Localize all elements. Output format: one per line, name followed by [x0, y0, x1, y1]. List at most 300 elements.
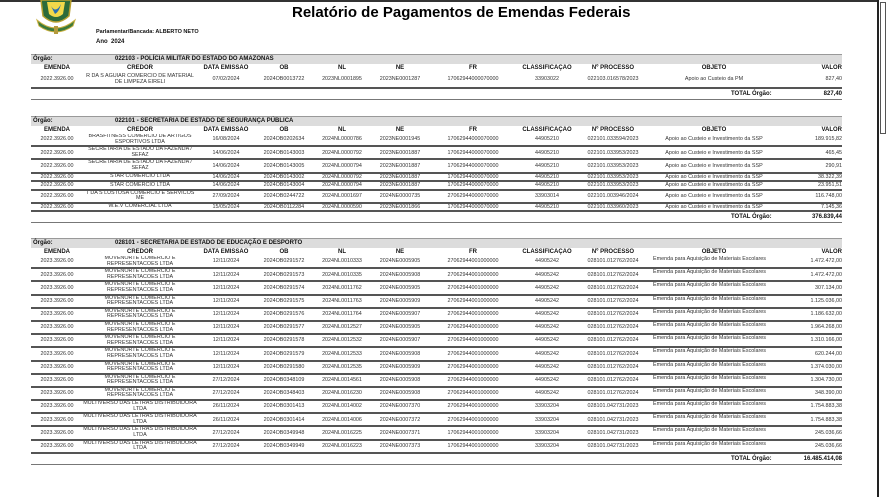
column-header: VALOR [821, 65, 842, 71]
table-cell: 2024OB0291577 [255, 321, 313, 334]
table-cell: 23.951,51 [779, 181, 842, 190]
table-cell: 2024OB0349949 [255, 440, 313, 453]
table-cell: 2023.3926.00 [31, 321, 83, 334]
column-header: CREDOR [126, 127, 153, 133]
table-cell: 44905210 [517, 159, 577, 172]
table-cell: 2024NL0012535 [313, 361, 371, 374]
table-cell: 2024NL0016223 [313, 440, 371, 453]
table-cell: 348.390,00 [779, 387, 842, 400]
table-cell: 27062944001000000 [429, 334, 517, 347]
table-cell: 27062944001000000 [429, 361, 517, 374]
table-cell: 028101.042731/2023 [577, 440, 649, 453]
orgao-label: Órgão: [33, 240, 53, 246]
table-cell: 2024NE0007371 [371, 426, 429, 439]
table-cell: 27/12/2024 [197, 387, 255, 400]
table-cell: 2024NL0016230 [313, 387, 371, 400]
orgao-total-row [31, 454, 842, 465]
orgao-header [31, 116, 842, 126]
ano-label: Ano [96, 39, 108, 45]
table-cell: 27/09/2024 [197, 190, 255, 203]
table-cell: 17062944000070000 [429, 72, 517, 88]
table-cell: 2022.3926.00 [31, 146, 83, 159]
table-cell: 1.964.268,00 [779, 321, 842, 334]
table-cell: MOVENORTE COMERCIO E REPRESENTACOES LTDA [83, 281, 197, 294]
table-cell: MOVENORTE COMERCIO E REPRESENTACOES LTDA [83, 387, 197, 400]
column-header: EMENDA [43, 127, 70, 133]
table-row [31, 334, 842, 347]
table-cell: 2023NE0001287 [371, 72, 429, 88]
table-cell: 1.186.632,00 [779, 308, 842, 321]
table-row [31, 190, 842, 203]
table-cell: STAR COMERCIO LTDA [83, 181, 197, 190]
table-cell: MULTIVERSO DAS LETRAS DISTRIBUIDORA LTDA [83, 413, 197, 425]
table-cell: 2024OB0301413 [255, 400, 313, 413]
table-row [31, 256, 842, 268]
table-cell: 17062944000070000 [429, 203, 517, 212]
orgao-section [31, 116, 842, 223]
table-cell: 2024NL0011762 [313, 281, 371, 294]
table-cell: 27062944001000000 [429, 281, 517, 294]
table-cell: 028101.012762/2024 [577, 295, 649, 308]
table-cell: 2023.3926.00 [31, 268, 83, 281]
table-cell: 44905242 [517, 295, 577, 308]
table-cell: MOVENORTE COMERCIO E REPRESENTACOES LTDA [83, 347, 197, 360]
table-cell: 028101.012762/2024 [577, 387, 649, 400]
table-cell: 27062944001000000 [429, 387, 517, 400]
table-cell: 14/06/2024 [197, 159, 255, 172]
table-cell: 27062944001000000 [429, 374, 517, 387]
table-cell: 14/06/2024 [197, 181, 255, 190]
column-header: Nº PROCESSO [591, 249, 635, 255]
table-row [31, 361, 842, 374]
table-cell: Apoio ao Custeio e Investimento da SSP [649, 173, 779, 182]
table-cell: 33903204 [517, 440, 577, 453]
table-cell: 2022.3926.00 [31, 173, 83, 182]
table-cell: 245.036,66 [779, 426, 842, 439]
table-cell: 15/05/2024 [197, 203, 255, 212]
table-cell: 2024OB0349948 [255, 426, 313, 439]
table-row [31, 426, 842, 439]
table-cell: 12/11/2024 [197, 268, 255, 281]
column-header: CREDOR [126, 249, 153, 255]
table-row [31, 134, 842, 146]
table-cell: 2024OB0291578 [255, 334, 313, 347]
orgao-total-row [31, 89, 842, 100]
table-cell: 12/11/2024 [197, 281, 255, 294]
table-cell: 2023NL0001895 [313, 72, 371, 88]
table-cell: Emenda para Aquisição de Materiais Escolares [649, 256, 779, 268]
table-cell: MOVENORTE COMERCIO E REPRESENTACOES LTDA [83, 295, 197, 308]
table-cell: 44905242 [517, 387, 577, 400]
table-cell: 2023.3926.00 [31, 308, 83, 321]
table-cell: 17062944000070000 [429, 173, 517, 182]
table-cell: 1.374.030,00 [779, 361, 842, 374]
table-cell: 44905242 [517, 334, 577, 347]
table-cell: 022101.033953/2023 [577, 146, 649, 159]
table-cell: 2024NE0000735 [371, 190, 429, 203]
table-cell: Apoio ao Custeio e Investimento da SSP [649, 190, 779, 203]
table-cell: 2024OB0291580 [255, 361, 313, 374]
table-cell: 07/02/2024 [197, 72, 255, 88]
table-cell: 12/11/2024 [197, 361, 255, 374]
table-cell: 028101.042731/2023 [577, 426, 649, 439]
table-cell: 33903022 [517, 72, 577, 88]
table-cell: Emenda para Aquisição de Materiais Escolares [649, 374, 779, 387]
table-cell: 2024OB0143005 [255, 159, 313, 172]
column-header: NE [395, 65, 405, 71]
table-cell: 2023NE0001887 [371, 181, 429, 190]
table-header-row [31, 64, 842, 72]
table-cell: 028101.012762/2024 [577, 321, 649, 334]
column-header: NE [395, 127, 405, 133]
table-cell: MOVENORTE COMERCIO E REPRESENTACOES LTDA [83, 321, 197, 334]
table-cell: Emenda para Aquisição de Materiais Escolares [649, 295, 779, 308]
table-cell: 2023NE0001887 [371, 159, 429, 172]
table-cell: Emenda para Aquisição de Materiais Escolares [649, 321, 779, 334]
table-row [31, 308, 842, 321]
table-row [31, 146, 842, 159]
table-cell: 17062944000070000 [429, 134, 517, 146]
column-header: OB [279, 249, 289, 255]
orgao-label: Órgão: [33, 56, 53, 62]
table-cell: 2024NE0005909 [371, 295, 429, 308]
amazonas-coat-of-arms-icon [33, 0, 79, 34]
table-cell: 44905242 [517, 256, 577, 268]
report-title: Relatório de Pagamentos de Emendas Federais [292, 4, 631, 21]
table-cell: 1.754.883,38 [779, 413, 842, 426]
table-cell: W.E.V COMERCIAL LTDA [83, 203, 197, 212]
table-cell: 12/11/2024 [197, 256, 255, 268]
table-cell: 2024NE0005908 [371, 268, 429, 281]
table-cell: MOVENORTE COMERCIO E REPRESENTACOES LTDA [83, 268, 197, 281]
column-header: VALOR [821, 249, 842, 255]
column-header: OBJETO [701, 127, 727, 133]
column-header: FR [469, 127, 477, 133]
table-cell: 44905242 [517, 361, 577, 374]
table-cell: MOVENORTE COMERCIO E REPRESENTACOES LTDA [83, 334, 197, 347]
orgao-label: Órgão: [33, 118, 53, 124]
parlamentar-label: Parlamentar/Bancada: [96, 29, 155, 35]
table-row [31, 387, 842, 400]
table-cell: 7.145,36 [779, 203, 842, 212]
table-cell: 2024NL0012533 [313, 347, 371, 360]
column-header: EMENDA [43, 249, 70, 255]
parlamentar-name: ALBERTO NETO [155, 29, 199, 35]
table-cell: 2024NE0007370 [371, 400, 429, 413]
table-cell: 022101.033594/2023 [577, 134, 649, 146]
table-cell: 2024NL0014002 [313, 400, 371, 413]
column-header: OB [279, 65, 289, 71]
table-cell: Emenda para Aquisição de Materiais Escolares [649, 347, 779, 360]
table-cell: 2024NL0001697 [313, 190, 371, 203]
table-cell: 2024OB0143003 [255, 146, 313, 159]
table-cell: MOVENORTE COMERCIO E REPRESENTACOES LTDA [83, 256, 197, 268]
table-row [31, 374, 842, 387]
table-cell: 2024NE0007372 [371, 413, 429, 426]
table-cell: 2024OB0291575 [255, 295, 313, 308]
table-cell: 1.754.883,38 [779, 400, 842, 413]
table-cell: 2023.3926.00 [31, 295, 83, 308]
table-cell: 17062944001000000 [429, 440, 517, 453]
table-cell: Emenda para Aquisição de Materiais Escolares [649, 308, 779, 321]
table-cell: 44905242 [517, 268, 577, 281]
column-header: VALOR [821, 127, 842, 133]
table-cell: Apoio ao Custeio da PM [649, 72, 779, 88]
orgao-section [31, 54, 842, 100]
table-cell: 2024OB0291576 [255, 308, 313, 321]
table-cell: 2024NE0005908 [371, 387, 429, 400]
table-cell: MULTIVERSO DAS LETRAS DISTRIBUIDORA LTDA [83, 400, 197, 412]
viewer-top-border [0, 0, 886, 2]
table-cell: 27062944001000000 [429, 268, 517, 281]
table-cell: 2024OB0244722 [255, 190, 313, 203]
table-cell: 2024NL0000792 [313, 173, 371, 182]
table-cell: 33903204 [517, 413, 577, 426]
table-cell: 2024NE0005909 [371, 361, 429, 374]
table-cell: 27062944000070000 [429, 190, 517, 203]
table-cell: 1.472.472,00 [779, 268, 842, 281]
column-header: CLASSIFICAÇÃO [522, 127, 572, 133]
table-cell: Apoio ao Custeio e Investimento da SSP [649, 134, 779, 146]
table-cell: 2023.3926.00 [31, 334, 83, 347]
orgao-name: 028101 - SECRETARIA DE ESTADO DE EDUCAÇÃO E DESPORTO [115, 240, 303, 246]
table-cell: 2024OB0202634 [255, 134, 313, 146]
table-cell: Emenda para Aquisição de Materiais Escolares [649, 268, 779, 281]
table-cell: 44905242 [517, 321, 577, 334]
table-cell: 028101.012762/2024 [577, 281, 649, 294]
table-cell: 2023NE0001945 [371, 134, 429, 146]
table-cell: SECRETARIA DE ESTADO DA FAZENDA / SEFAZ [83, 159, 197, 172]
table-cell: Emenda para Aquisição de Materiais Escolares [649, 413, 779, 426]
table-cell: 2024NE0005908 [371, 374, 429, 387]
table-cell: 2024NE0005908 [371, 347, 429, 360]
column-header: CLASSIFICAÇÃO [522, 249, 572, 255]
table-cell: Emenda para Aquisição de Materiais Escolares [649, 440, 779, 453]
table-row [31, 281, 842, 294]
table-cell: 2022.3926.00 [31, 134, 83, 146]
table-cell: 028101.012762/2024 [577, 268, 649, 281]
table-cell: 2024NL0014006 [313, 413, 371, 426]
table-cell: T DA S LUSTOSA COMERCIO E SERVICOS ME [83, 190, 197, 203]
table-cell: Emenda para Aquisição de Materiais Escolares [649, 400, 779, 413]
table-cell: 2024OB0291579 [255, 347, 313, 360]
table-cell: 38.322,39 [779, 173, 842, 182]
table-cell: 028101.012762/2024 [577, 361, 649, 374]
table-cell: 27/12/2024 [197, 440, 255, 453]
table-cell: R DA S AGUIAR COMERCIO DE MATERIAL DE LIMPEZA EIRELI [83, 72, 197, 88]
table-cell: 1.304.730,00 [779, 374, 842, 387]
table-cell: 17062944000070000 [429, 146, 517, 159]
table-cell: Emenda para Aquisição de Materiais Escolares [649, 334, 779, 347]
table-cell: 12/11/2024 [197, 334, 255, 347]
table-row [31, 295, 842, 308]
table-cell: 2024NL0012532 [313, 334, 371, 347]
column-header: OB [279, 127, 289, 133]
table-cell: 022101.033953/2023 [577, 173, 649, 182]
table-cell: 27062944001000000 [429, 400, 517, 413]
table-cell: 44905210 [517, 146, 577, 159]
table-cell: 2022.3926.00 [31, 72, 83, 88]
table-cell: MOVENORTE COMERCIO E REPRESENTACOES LTDA [83, 308, 197, 321]
table-cell: 2024NE0007373 [371, 440, 429, 453]
table-row [31, 268, 842, 281]
table-cell: 028101.012762/2024 [577, 347, 649, 360]
vertical-scrollbar[interactable] [877, 0, 886, 497]
table-row [31, 321, 842, 334]
table-cell: 2023.3926.00 [31, 361, 83, 374]
table-cell: 290,91 [779, 159, 842, 172]
ano-line [96, 39, 124, 45]
column-header: CLASSIFICAÇÃO [522, 65, 572, 71]
table-cell: 028101.012762/2024 [577, 308, 649, 321]
table-cell: 465,45 [779, 146, 842, 159]
table-cell: 116.748,00 [779, 190, 842, 203]
table-cell: 44905242 [517, 374, 577, 387]
table-row [31, 173, 842, 182]
table-cell: 27062944001000000 [429, 347, 517, 360]
table-cell: 2023.3926.00 [31, 374, 83, 387]
table-cell: 028101.012762/2024 [577, 374, 649, 387]
table-cell: 2024OB0143004 [255, 181, 313, 190]
column-header: OBJETO [701, 249, 727, 255]
total-value: 16.485.414,08 [803, 455, 842, 462]
column-header: DATA EMISSÃO [203, 249, 249, 255]
table-cell: 2024OB0291573 [255, 268, 313, 281]
table-cell: 022101.033953/2023 [577, 159, 649, 172]
table-cell: 17062944000070000 [429, 159, 517, 172]
table-cell: 27062944001000000 [429, 256, 517, 268]
table-cell: Emenda para Aquisição de Materiais Escolares [649, 281, 779, 294]
table-cell: 44905210 [517, 203, 577, 212]
table-cell: 2022.3926.00 [31, 181, 83, 190]
table-cell: 827,40 [779, 72, 842, 88]
table-cell: Apoio ao Custeio e Investimento da SSP [649, 203, 779, 212]
table-cell: 2023.3926.00 [31, 413, 83, 426]
table-row [31, 413, 842, 426]
table-cell: 2023.3926.00 [31, 387, 83, 400]
table-cell: 27/12/2024 [197, 426, 255, 439]
table-cell: 2024NL0010335 [313, 268, 371, 281]
table-cell: 2022.3926.00 [31, 203, 83, 212]
table-cell: 028101.042731/2023 [577, 400, 649, 413]
table-cell: 2024OB0112284 [255, 203, 313, 212]
table-cell: 14/06/2024 [197, 173, 255, 182]
parlamentar-line [96, 29, 199, 35]
table-cell: 022101.033960/2023 [577, 203, 649, 212]
table-cell: Emenda para Aquisição de Materiais Escolares [649, 426, 779, 439]
table-cell: 2022.3926.00 [31, 190, 83, 203]
table-cell: Emenda para Aquisição de Materiais Escolares [649, 361, 779, 374]
table-cell: 2023.3926.00 [31, 347, 83, 360]
column-header: EMENDA [43, 65, 70, 71]
table-cell: Apoio ao Custeio e Investimento da SSP [649, 181, 779, 190]
table-row [31, 159, 842, 172]
table-header-row [31, 126, 842, 134]
table-row [31, 72, 842, 88]
column-header: NL [338, 249, 346, 255]
table-cell: 1.472.472,00 [779, 256, 842, 268]
table-cell: 17062944001000000 [429, 426, 517, 439]
table-cell: 14/06/2024 [197, 146, 255, 159]
column-header: NE [395, 249, 405, 255]
table-cell: 26/11/2024 [197, 400, 255, 413]
table-row [31, 440, 842, 453]
table-cell: 2023.3926.00 [31, 400, 83, 413]
table-cell: 2024NL0014561 [313, 374, 371, 387]
table-row [31, 181, 842, 190]
table-cell: STAR COMERCIO LTDA [83, 173, 197, 182]
table-cell: 27062944001000000 [429, 308, 517, 321]
table-cell: 27062944001000000 [429, 295, 517, 308]
payments-table [31, 248, 842, 454]
table-cell: 245.036,66 [779, 440, 842, 453]
table-cell: 620.244,00 [779, 347, 842, 360]
table-cell: MULTIVERSO DAS LETRAS DISTRIBUIDORA LTDA [83, 426, 197, 439]
table-cell: 2024OB0013722 [255, 72, 313, 88]
table-cell: 2024NL0011764 [313, 308, 371, 321]
table-cell: 33903014 [517, 190, 577, 203]
table-cell: 2024NE0005905 [371, 321, 429, 334]
table-cell: 2024NE0005905 [371, 281, 429, 294]
table-cell: 022103.016578/2023 [577, 72, 649, 88]
table-cell: 022101.033953/2023 [577, 181, 649, 190]
table-cell: 2024NL0012527 [313, 321, 371, 334]
table-cell: MULTIVERSO DAS LETRAS DISTRIBUIDORA LTDA [83, 439, 197, 452]
column-header: DATA EMISSÃO [203, 65, 249, 71]
payments-table [31, 126, 842, 212]
table-cell: 2024OB0291574 [255, 281, 313, 294]
table-cell: 2024NL0000794 [313, 159, 371, 172]
table-cell: 028101.042731/2023 [577, 413, 649, 426]
table-cell: 12/11/2024 [197, 347, 255, 360]
table-cell: 12/11/2024 [197, 308, 255, 321]
column-header: NL [338, 65, 346, 71]
table-cell: 2024NL0000792 [313, 146, 371, 159]
table-cell: 2024OB0348109 [255, 374, 313, 387]
table-row [31, 400, 842, 413]
table-cell: 028101.012762/2024 [577, 256, 649, 268]
table-cell: 27062944001000000 [429, 413, 517, 426]
table-cell: 2023.3926.00 [31, 426, 83, 439]
table-row [31, 347, 842, 360]
table-cell: 12/11/2024 [197, 295, 255, 308]
orgao-section [31, 238, 842, 465]
table-cell: 16/08/2024 [197, 134, 255, 146]
table-cell: 44905242 [517, 308, 577, 321]
table-cell: 2024OB0301414 [255, 413, 313, 426]
table-cell: 022101.003946/2024 [577, 190, 649, 203]
ano-value: 2024 [111, 39, 125, 45]
total-label: TOTAL Órgão: [731, 214, 772, 221]
table-cell: 33903204 [517, 426, 577, 439]
table-cell: SECRETARIA DE ESTADO DA FAZENDA / SEFAZ [83, 146, 197, 159]
total-label: TOTAL Órgão: [731, 455, 772, 462]
table-cell: 1.310.166,00 [779, 334, 842, 347]
table-cell: 2022.3926.00 [31, 159, 83, 172]
column-header: Nº PROCESSO [591, 65, 635, 71]
table-cell: 44905242 [517, 281, 577, 294]
table-cell: 2023.3926.00 [31, 440, 83, 453]
table-cell: 2023NE0001866 [371, 203, 429, 212]
table-cell: 2023.3926.00 [31, 281, 83, 294]
table-cell: 27062944001000000 [429, 321, 517, 334]
table-cell: 26/11/2024 [197, 413, 255, 426]
scrollbar-thumb[interactable] [880, 2, 886, 134]
table-cell: 2024NL0016225 [313, 426, 371, 439]
table-cell: 44905210 [517, 134, 577, 146]
table-cell: 2024NL0000794 [313, 181, 371, 190]
table-cell: 2024NL0011763 [313, 295, 371, 308]
